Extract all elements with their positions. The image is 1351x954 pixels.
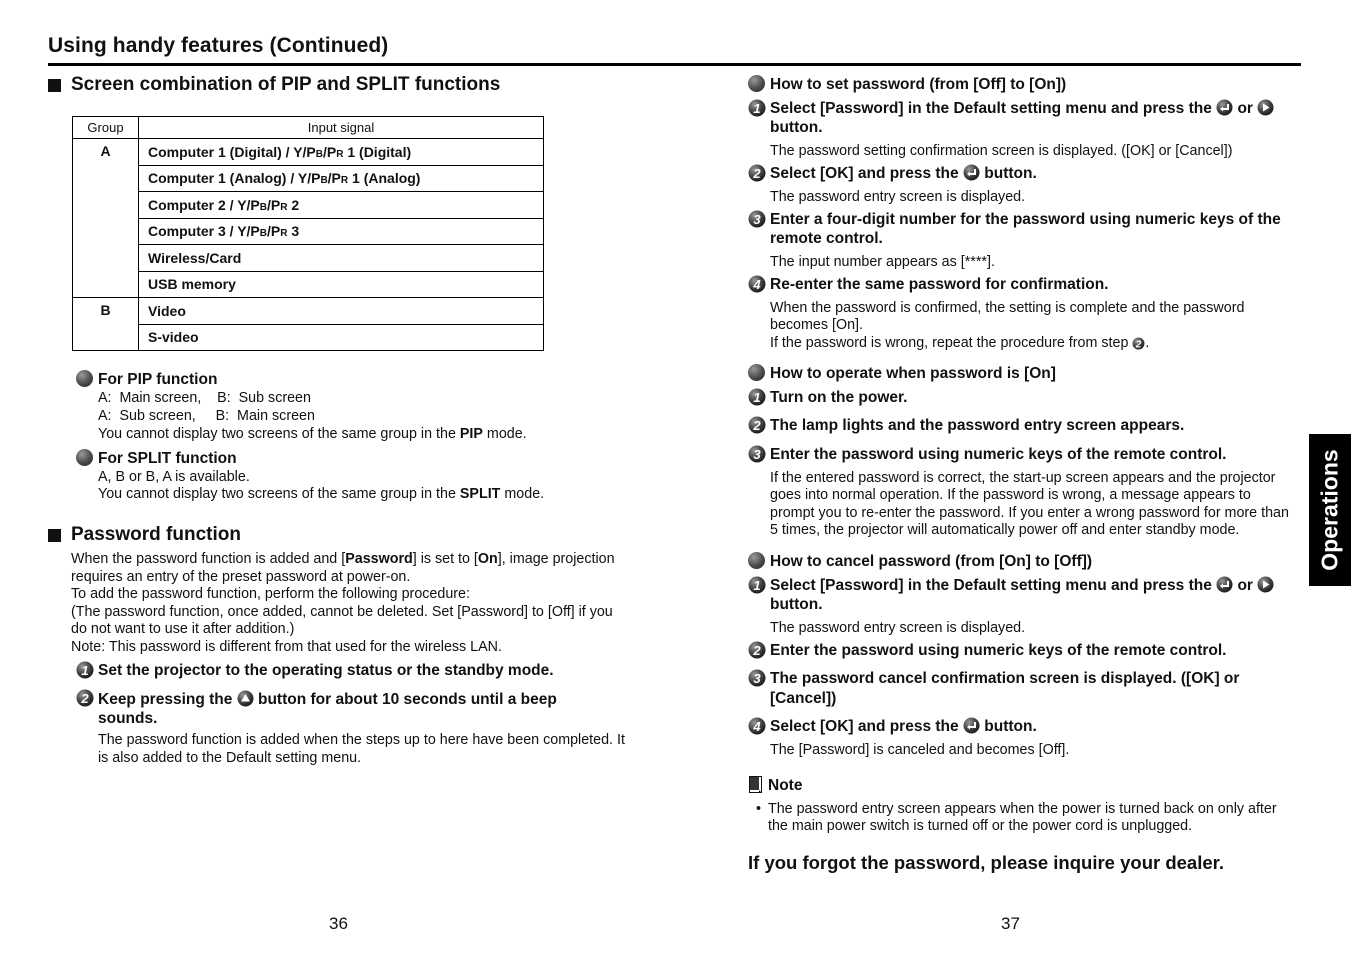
step-1-icon <box>748 576 766 594</box>
set-step-4-desc-1: When the password is confirmed, the setting is complete and the password <box>770 300 1245 316</box>
operate-desc-2: goes into normal operation. If the password is wrong, a message appears to <box>770 487 1251 503</box>
operate-title: How to operate when password is [On] <box>770 365 1056 382</box>
step-4-icon <box>748 717 766 735</box>
split-line-1: A, B or B, A is available. <box>98 469 250 485</box>
table-cell: Video <box>139 298 544 325</box>
step-2-icon <box>76 689 94 707</box>
svg-text:1: 1 <box>81 663 89 678</box>
svg-text:2: 2 <box>753 643 761 658</box>
operate-desc-1: If the entered password is correct, the start-up screen appears and the projector <box>770 470 1276 486</box>
pip-title: For PIP function <box>98 371 218 388</box>
set-step-1: Select [Password] in the Default setting menu and press the or <box>770 99 1274 121</box>
svg-text:3: 3 <box>753 212 761 227</box>
set-step-1-desc: The password setting confirmation screen is displayed. ([OK] or [Cancel]) <box>770 143 1233 159</box>
page-number-right: 37 <box>1001 914 1020 933</box>
set-title: How to set password (from [Off] to [On]) <box>770 76 1067 93</box>
table-cell: Computer 1 (Digital) / Y/PB/PR 1 (Digital) <box>139 139 544 166</box>
step-1-icon <box>748 388 766 406</box>
svg-text:2: 2 <box>81 691 89 706</box>
square-bullet-icon <box>48 529 61 542</box>
step-3-icon <box>748 210 766 228</box>
section-heading-pip-split <box>48 74 500 96</box>
operate-desc-4: 5 times, the projector will automatically power off and enter standby mode. <box>770 522 1240 538</box>
bullet-ball-icon <box>76 370 93 387</box>
svg-text:2: 2 <box>1136 339 1142 350</box>
group-cell-a: A <box>73 139 139 298</box>
bullet-ball-icon <box>76 449 93 466</box>
pip-line-3: You cannot display two screens of the same group in the PIP mode. <box>98 426 527 442</box>
table-cell: Computer 3 / Y/PB/PR 3 <box>139 218 544 245</box>
step-2-icon <box>748 416 766 434</box>
svg-text:4: 4 <box>753 719 761 734</box>
operate-step-2: The lamp lights and the password entry screen appears. <box>770 417 1185 434</box>
svg-text:1: 1 <box>753 390 761 405</box>
pip-line-2: A: Sub screen, B: Main screen <box>98 408 315 424</box>
pw-intro-5: do not want to use it after addition.) <box>71 621 295 637</box>
set-step-4: Re-enter the same password for confirmation. <box>770 276 1109 293</box>
cancel-step-3: The password cancel confirmation screen is displayed. ([OK] or <box>770 670 1240 687</box>
title-rule <box>48 63 1301 66</box>
page-title: Using handy features (Continued) <box>48 34 389 57</box>
pw-intro-4: (The password function, once added, cannot be deleted. Set [Password] to [Off] if you <box>71 604 613 620</box>
set-step-2-desc: The password entry screen is displayed. <box>770 189 1026 205</box>
step-2-ref-icon <box>1132 337 1145 356</box>
enter-button-icon <box>1216 99 1233 121</box>
step-3-icon <box>748 669 766 687</box>
table-cell: Computer 2 / Y/PB/PR 2 <box>139 192 544 219</box>
note-text-1: The password entry screen appears when the power is turned back on only after <box>768 801 1277 817</box>
cancel-step-4-desc: The [Password] is canceled and becomes [Off]. <box>770 742 1070 758</box>
pw-step-2-desc-2: is also added to the Default setting menu. <box>98 750 362 766</box>
set-step-4-desc-3: If the password is wrong, repeat the procedure from step 2 . <box>770 335 1149 356</box>
pw-intro-6: Note: This password is different from that used for the wireless LAN. <box>71 639 502 655</box>
svg-text:3: 3 <box>753 671 761 686</box>
enter-button-icon <box>963 717 980 739</box>
svg-text:2: 2 <box>753 418 761 433</box>
set-step-2: Select [OK] and press the button. <box>770 164 1037 186</box>
side-tab-label: Operations <box>1316 449 1343 571</box>
cancel-step-1-desc: The password entry screen is displayed. <box>770 620 1026 636</box>
svg-text:3: 3 <box>753 447 761 462</box>
operate-step-3: Enter the password using numeric keys of the remote control. <box>770 446 1227 463</box>
table-header-signal: Input signal <box>139 117 544 139</box>
cancel-step-4: Select [OK] and press the button. <box>770 717 1037 739</box>
set-step-3-desc: The input number appears as [****]. <box>770 254 995 270</box>
bullet-ball-icon <box>748 552 765 569</box>
split-line-2: You cannot display two screens of the same group in the SPLIT mode. <box>98 486 545 502</box>
pw-intro-1: When the password function is added and [Password] is set to [On], image projection <box>71 551 615 567</box>
split-title: For SPLIT function <box>98 450 237 467</box>
step-4-icon <box>748 275 766 293</box>
step-2-icon <box>748 164 766 182</box>
step-1-icon <box>748 99 766 117</box>
pip-line-1: A: Main screen, B: Sub screen <box>98 390 311 406</box>
note-text-2: the main power switch is turned off or the power cord is unplugged. <box>768 818 1193 834</box>
up-button-icon <box>237 690 254 712</box>
cancel-step-1-line2: button. <box>770 596 823 613</box>
square-bullet-icon <box>48 79 61 92</box>
section-title: Password function <box>71 524 241 545</box>
section-heading-password <box>48 524 241 546</box>
group-cell-b: B <box>73 298 139 351</box>
set-step-3-line2: remote control. <box>770 230 883 247</box>
bullet-ball-icon <box>748 364 765 381</box>
table-cell: Wireless/Card <box>139 245 544 272</box>
table-header-group: Group <box>73 117 139 139</box>
set-step-3: Enter a four-digit number for the password using numeric keys of the <box>770 211 1281 228</box>
pw-step-1: Set the projector to the operating status or the standby mode. <box>98 662 554 679</box>
note-bullet-dot: • <box>756 801 762 817</box>
pw-step-2: Keep pressing the button for about 10 seconds until a beep <box>98 690 557 712</box>
operate-desc-3: prompt you to re-enter the password. If you enter a wrong password for more than <box>770 505 1289 521</box>
cancel-step-1: Select [Password] in the Default setting menu and press the or <box>770 576 1274 598</box>
step-1-icon <box>76 661 94 679</box>
table-cell: S-video <box>139 324 544 351</box>
enter-button-icon <box>963 164 980 186</box>
input-signal-table <box>72 116 544 351</box>
operations-side-tab <box>1309 434 1351 586</box>
table-cell: Computer 1 (Analog) / Y/PB/PR 1 (Analog) <box>139 165 544 192</box>
forgot-password-notice: If you forgot the password, please inquire your dealer. <box>748 852 1224 873</box>
pw-intro-3: To add the password function, perform the following procedure: <box>71 586 470 602</box>
enter-button-icon <box>1216 576 1233 598</box>
svg-text:1: 1 <box>753 101 761 116</box>
svg-text:4: 4 <box>753 277 761 292</box>
section-title: Screen combination of PIP and SPLIT functions <box>71 74 501 95</box>
pw-step-2-desc-1: The password function is added when the steps up to here have been completed. It <box>98 732 625 748</box>
note-icon <box>749 776 762 798</box>
page-number-left: 36 <box>329 914 348 933</box>
operate-step-1: Turn on the power. <box>770 389 908 406</box>
step-3-icon <box>748 445 766 463</box>
pw-step-2-line2: sounds. <box>98 710 158 727</box>
set-step-4-desc-2: becomes [On]. <box>770 317 863 333</box>
cancel-title: How to cancel password (from [On] to [Off]) <box>770 553 1093 570</box>
bullet-ball-icon <box>748 75 765 92</box>
step-2-icon <box>748 641 766 659</box>
right-button-icon <box>1257 576 1274 598</box>
svg-text:1: 1 <box>753 578 761 593</box>
pw-intro-2: requires an entry of the preset password at power-on. <box>71 569 411 585</box>
set-step-1-line2: button. <box>770 119 823 136</box>
right-button-icon <box>1257 99 1274 121</box>
svg-text:2: 2 <box>753 166 761 181</box>
cancel-step-3-line2: [Cancel]) <box>770 690 837 707</box>
cancel-step-2: Enter the password using numeric keys of the remote control. <box>770 642 1227 659</box>
table-cell: USB memory <box>139 271 544 298</box>
note-title: Note <box>768 777 803 794</box>
